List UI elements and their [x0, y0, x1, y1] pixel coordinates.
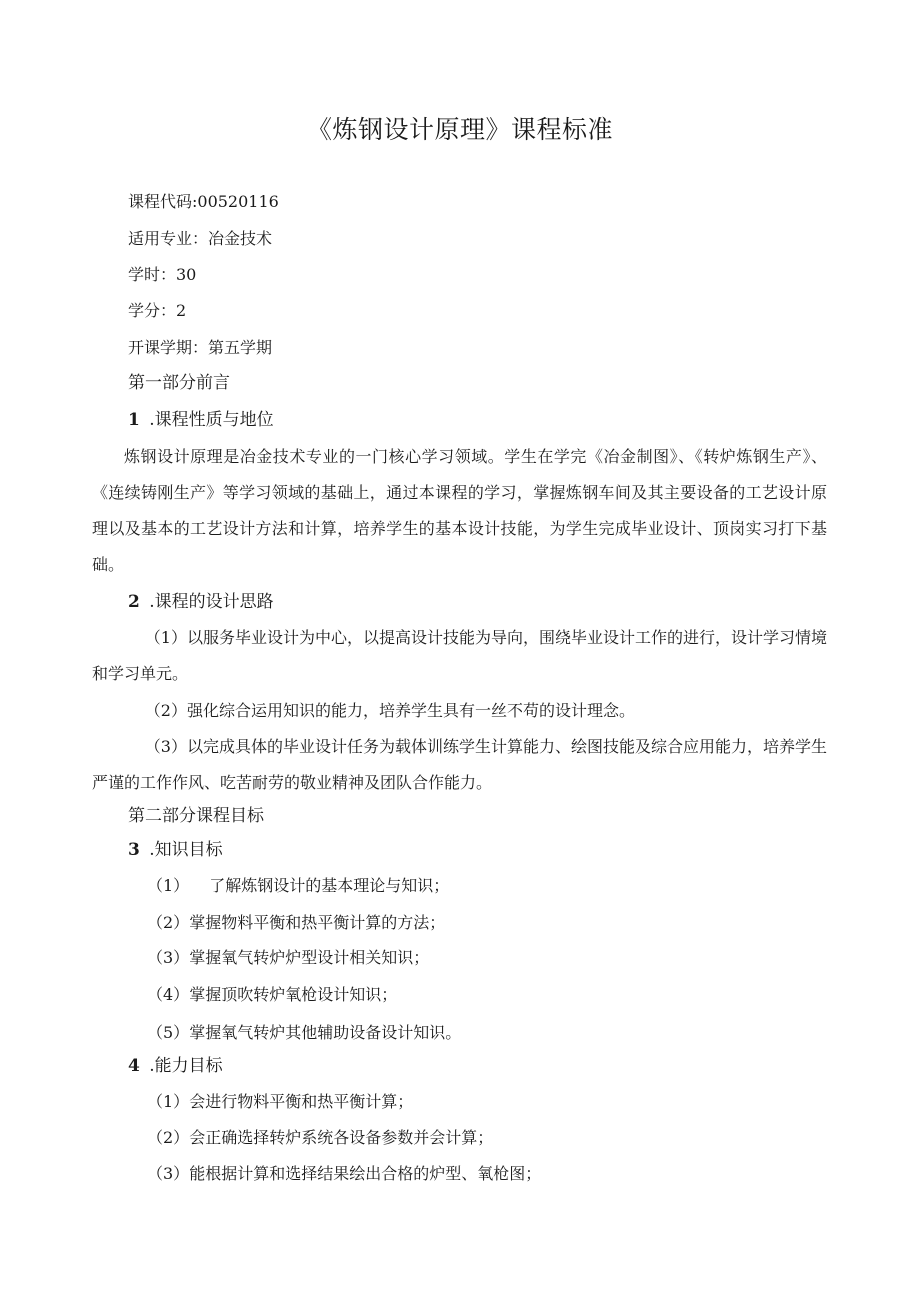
knowledge-item: [147, 1023, 461, 1043]
knowledge-item-text: 掌握物料平衡和热平衡计算的方法；: [189, 913, 446, 932]
ability-item-text: 会进行物料平衡和热平衡计算；: [189, 1092, 414, 1111]
section2-heading: [128, 592, 274, 612]
knowledge-item-text: 了解炼钢设计的基本理论与知识；: [209, 876, 450, 895]
ability-item-number: （3）: [147, 1164, 190, 1183]
class-hours: 学时：30: [128, 265, 197, 284]
part2-title: 第二部分课程目标: [128, 806, 264, 826]
knowledge-item-number: （2）: [147, 913, 190, 932]
semester: 开课学期：第五学期: [128, 338, 273, 357]
knowledge-item-text: 掌握顶吹转炉氧枪设计知识；: [189, 985, 398, 1004]
section1-paragraph: 炼钢设计原理是冶金技术专业的一门核心学习领域。学生在学完《冶金制图》、《转炉炼钢生产》、《连续铸刚生产》等学习领域的基础上，通过本课程的学习，掌握炼钢车间及其主要设备的工艺设计原理以及基本的工艺设计方法和计算，培养学生的基本设计技能，为学生完成毕业设计、顶岗实习打下基础。: [92, 447, 827, 574]
section4-number: 4: [128, 1056, 140, 1076]
section4-heading: [128, 1056, 223, 1076]
section2-title: .课程的设计思路: [149, 592, 274, 612]
ability-item-number: （2）: [147, 1128, 190, 1147]
knowledge-item-number: （4）: [147, 985, 190, 1004]
knowledge-item: [147, 948, 429, 968]
ability-item-number: （1）: [147, 1092, 190, 1111]
section1-heading: [128, 410, 274, 430]
knowledge-item: [147, 985, 397, 1005]
section3-title: .知识目标: [149, 840, 223, 860]
section4-title: .能力目标: [149, 1056, 223, 1076]
knowledge-item-number: （3）: [147, 948, 190, 967]
section1-title: .课程性质与地位: [149, 410, 274, 430]
course-code: 课程代码:00520116: [128, 192, 279, 211]
applicable-major: 适用专业：冶金技术: [128, 229, 273, 248]
section3-heading: [128, 840, 223, 860]
ability-item: [147, 1128, 493, 1148]
section3-number: 3: [128, 840, 140, 860]
credits: 学分：2: [128, 301, 187, 320]
section2-paragraph-2: （2）强化综合运用知识的能力，培养学生具有一丝不苟的设计理念。: [144, 701, 635, 720]
section2-number: 2: [128, 592, 140, 612]
knowledge-item-number: （1）: [147, 876, 190, 895]
knowledge-item-number: （5）: [147, 1023, 190, 1042]
knowledge-item-text: 掌握氧气转炉其他辅助设备设计知识。: [189, 1023, 462, 1042]
ability-item-text: 会正确选择转炉系统各设备参数并会计算；: [189, 1128, 494, 1147]
section2-paragraph-3: （3）以完成具体的毕业设计任务为载体训练学生计算能力、绘图技能及综合应用能力，培养学生严谨的工作作风、吃苦耐劳的敬业精神及团队合作能力。: [92, 737, 827, 792]
section1-number: 1: [128, 410, 140, 430]
knowledge-item: [147, 876, 449, 896]
knowledge-item-text: 掌握氧气转炉炉型设计相关知识；: [189, 948, 430, 967]
document-title: 《炼钢设计原理》课程标准: [306, 115, 613, 144]
ability-item: [147, 1164, 541, 1184]
section2-paragraph-1: （1）以服务毕业设计为中心，以提高设计技能为导向，围绕毕业设计工作的进行，设计学习情境和学习单元。: [92, 628, 827, 683]
ability-item: [147, 1092, 413, 1112]
knowledge-item: [147, 913, 445, 933]
part1-title: 第一部分前言: [128, 373, 230, 393]
ability-item-text: 能根据计算和选择结果绘出合格的炉型、氧枪图；: [189, 1164, 542, 1183]
